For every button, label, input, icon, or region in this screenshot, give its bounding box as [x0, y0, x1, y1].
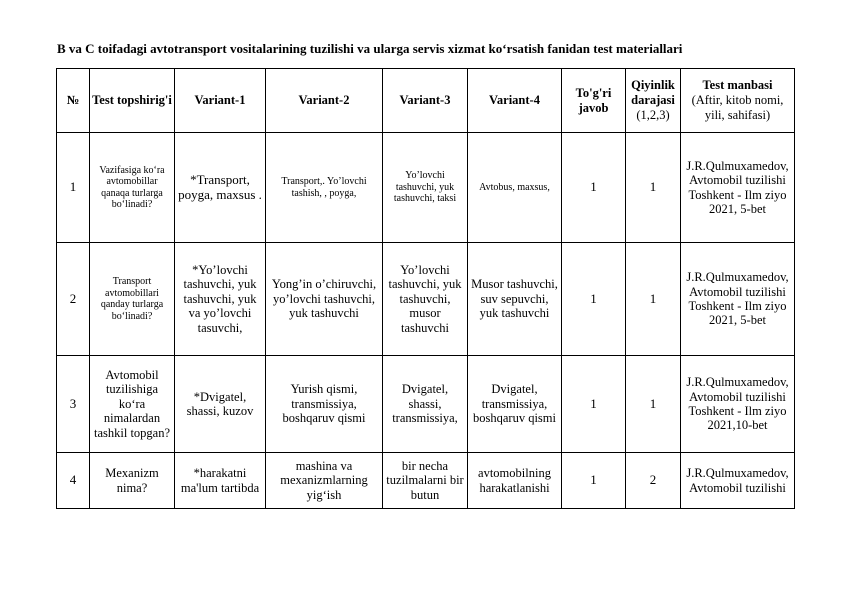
- difficulty-cell: 1: [626, 243, 681, 356]
- answer-cell: 1: [562, 356, 626, 453]
- task-cell: Vazifasiga ko‘ra avtomobillar qanaqa turlarga bo‘linadi?: [90, 133, 175, 243]
- variant-3-cell: bir necha tuzilmalarni bir butun: [383, 453, 468, 509]
- header-difficulty: [626, 69, 681, 133]
- header-difficulty-range: (1,2,3): [636, 108, 670, 122]
- difficulty-cell: 2: [626, 453, 681, 509]
- table-row: [57, 453, 795, 509]
- table-row: [57, 133, 795, 243]
- table-row: [57, 356, 795, 453]
- header-source-label: Test manbasi: [702, 78, 773, 92]
- source-cell: J.R.Qulmuxamedov, Avtomobil tuzilishi Toshkent - Ilm ziyo 2021, 5-bet: [681, 133, 795, 243]
- difficulty-cell: 1: [626, 356, 681, 453]
- source-cell: J.R.Qulmuxamedov, Avtomobil tuzilishi Toshkent - Ilm ziyo 2021,10-bet: [681, 356, 795, 453]
- header-answer: To'g'ri javob: [562, 69, 626, 133]
- variant-1-cell: *Dvigatel, shassi, kuzov: [175, 356, 266, 453]
- test-materials-table: [56, 68, 795, 509]
- variant-1-cell: *Transport, poyga, maxsus .: [175, 133, 266, 243]
- answer-cell: 1: [562, 243, 626, 356]
- header-variant-4: Variant-4: [468, 69, 562, 133]
- row-number: 4: [57, 453, 90, 509]
- variant-3-cell: Dvigatel, shassi, transmissiya,: [383, 356, 468, 453]
- variant-4-cell: Musor tashuvchi, suv sepuvchi, yuk tashuvchi: [468, 243, 562, 356]
- header-difficulty-label: Qiyinlik darajasi: [631, 78, 675, 107]
- header-row: [57, 69, 795, 133]
- source-cell: J.R.Qulmuxamedov, Avtomobil tuzilishi Toshkent - Ilm ziyo 2021, 5-bet: [681, 243, 795, 356]
- document-title: B va C toifadagi avtotransport vositalarining tuzilishi va ularga servis xizmat ko‘rsatish fanidan test materiallari: [57, 41, 683, 56]
- task-cell: Mexanizm nima?: [90, 453, 175, 509]
- variant-2-cell: Yong’in o’chiruvchi, yo’lovchi tashuvchi, yuk tashuvchi: [266, 243, 383, 356]
- row-number: 1: [57, 133, 90, 243]
- answer-cell: 1: [562, 133, 626, 243]
- variant-4-cell: avtomobilning harakatlanishi: [468, 453, 562, 509]
- row-number: 3: [57, 356, 90, 453]
- variant-3-cell: Yo’lovchi tashuvchi, yuk tashuvchi, taksi: [383, 133, 468, 243]
- variant-1-cell: *Yo’lovchi tashuvchi, yuk tashuvchi, yuk va yo’lovchi tasuvchi,: [175, 243, 266, 356]
- row-number: 2: [57, 243, 90, 356]
- variant-2-cell: mashina va mexanizmlarning yig‘ish: [266, 453, 383, 509]
- header-source-detail: (Aftir, kitob nomi, yili, sahifasi): [691, 93, 784, 122]
- variant-2-cell: Yurish qismi, transmissiya, boshqaruv qismi: [266, 356, 383, 453]
- variant-4-cell: Dvigatel, transmissiya, boshqaruv qismi: [468, 356, 562, 453]
- header-num: №: [57, 69, 90, 133]
- variant-3-cell: Yo’lovchi tashuvchi, yuk tashuvchi, musor tashuvchi: [383, 243, 468, 356]
- header-source: [681, 69, 795, 133]
- header-variant-1: Variant-1: [175, 69, 266, 133]
- variant-2-cell: Transport,. Yo’lovchi tashish, , poyga,: [266, 133, 383, 243]
- table-row: [57, 243, 795, 356]
- variant-4-cell: Avtobus, maxsus,: [468, 133, 562, 243]
- header-task: Test topshirig'i: [90, 69, 175, 133]
- difficulty-cell: 1: [626, 133, 681, 243]
- task-cell: Avtomobil tuzilishiga ko‘ra nimalardan tashkil topgan?: [90, 356, 175, 453]
- variant-1-cell: *harakatni ma'lum tartibda: [175, 453, 266, 509]
- answer-cell: 1: [562, 453, 626, 509]
- header-variant-2: Variant-2: [266, 69, 383, 133]
- header-variant-3: Variant-3: [383, 69, 468, 133]
- source-cell: J.R.Qulmuxamedov, Avtomobil tuzilishi: [681, 453, 795, 509]
- task-cell: Transport avtomobillari qanday turlarga bo‘linadi?: [90, 243, 175, 356]
